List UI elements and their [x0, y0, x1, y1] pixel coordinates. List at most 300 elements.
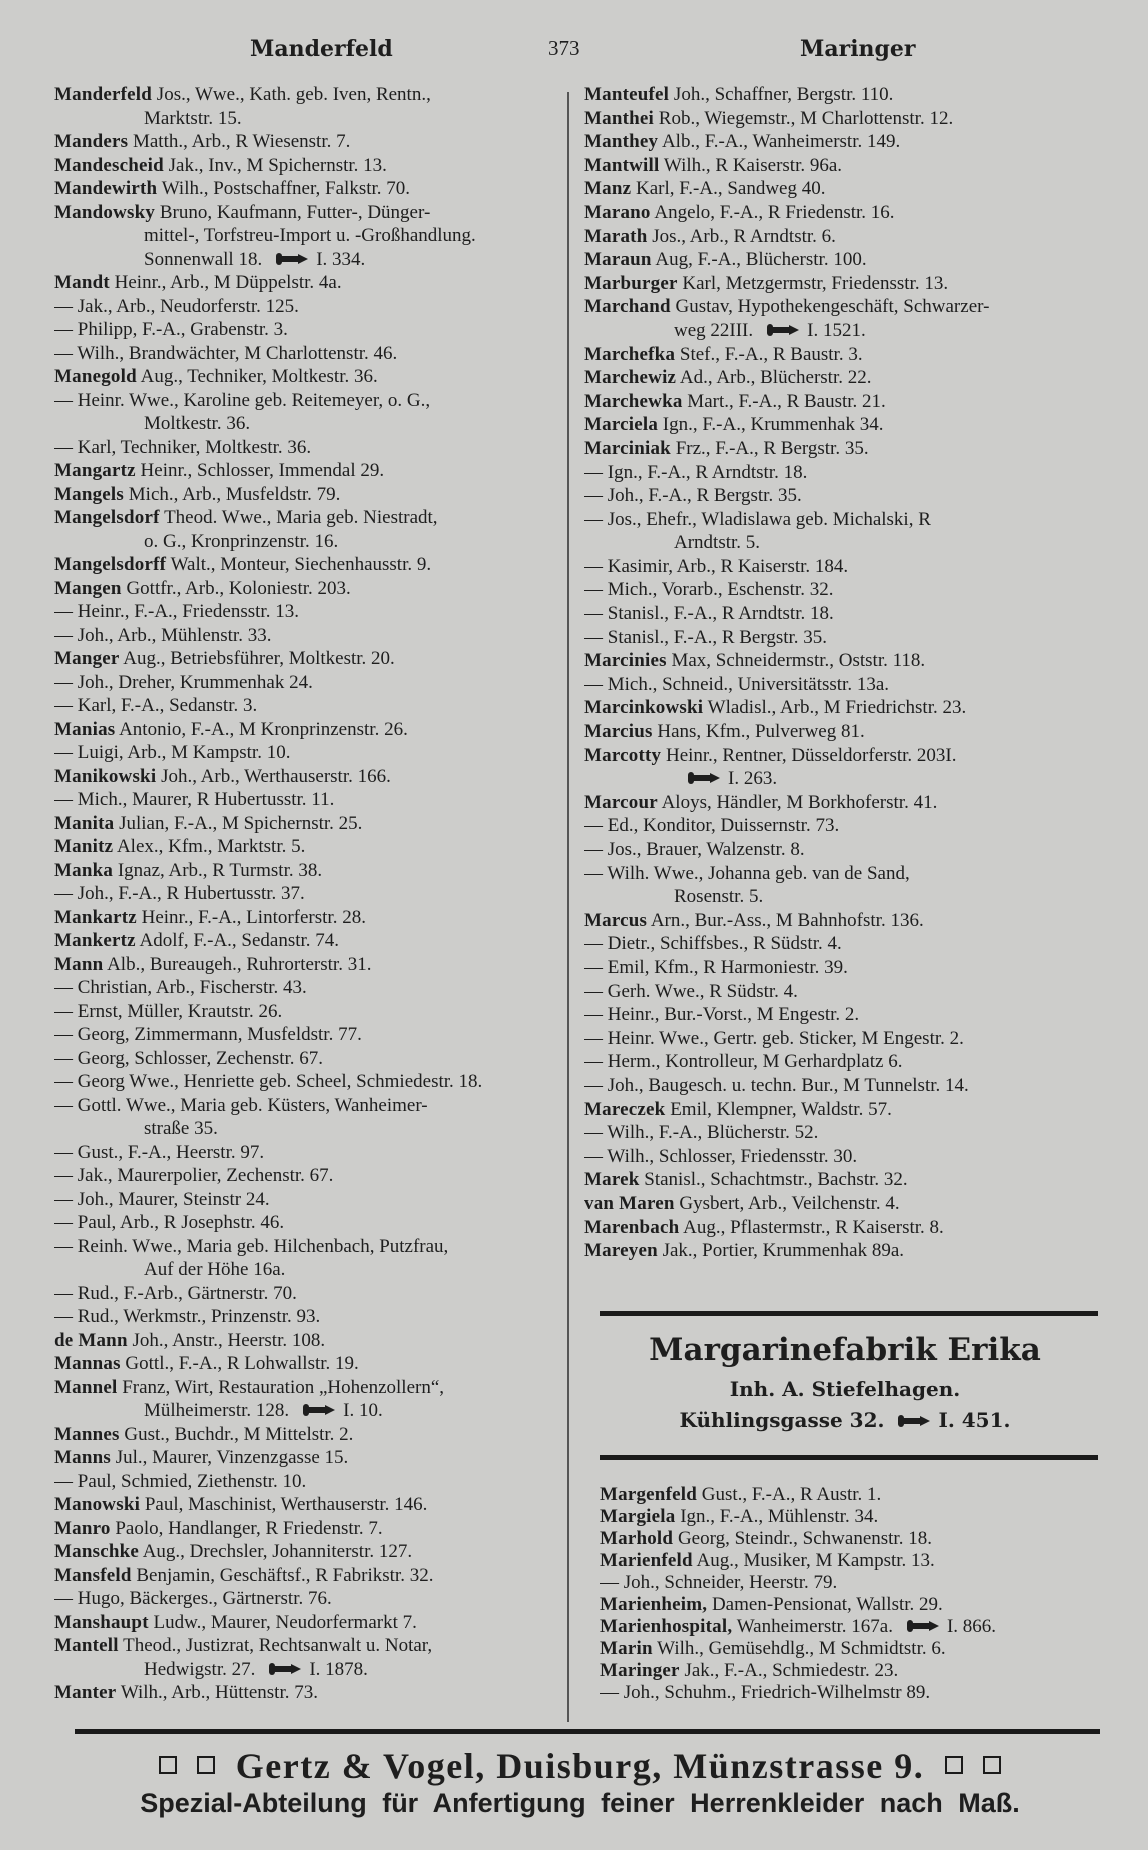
entry-continuation: Marktstr. 15.	[144, 107, 242, 129]
entry-details: Jak., Inv., M Spichernstr. 13.	[168, 154, 387, 176]
ditto-dash: —	[54, 1588, 73, 1609]
entry-details: Georg, Schlosser, Zechenstr. 67.	[77, 1047, 324, 1069]
directory-entry	[584, 1239, 1144, 1263]
directory-entry	[54, 976, 562, 1000]
directory-entry	[600, 1660, 1145, 1682]
entry-details: Bruno, Kaufmann, Futter-, Dünger-	[159, 201, 431, 223]
directory-entry	[54, 953, 562, 977]
ditto-dash: —	[54, 1306, 73, 1327]
entry-surname: Manz	[584, 178, 632, 200]
entry-surname: Manger	[54, 648, 120, 669]
entry-surname: Manthey	[584, 131, 659, 153]
entry-details: Joh., F.-A., R Hubertusstr. 37.	[77, 883, 305, 904]
ditto-dash: —	[54, 1094, 73, 1116]
entry-details: Ign., F.-A., Krummenhak 34.	[662, 414, 884, 436]
directory-entry	[54, 389, 562, 436]
entry-details: Frz., F.-A., R Bergstr. 35.	[675, 437, 869, 459]
directory-entry	[54, 671, 562, 695]
directory-entry	[584, 932, 1144, 956]
entry-details: Jak., Portier, Krummenhak 89a.	[662, 1240, 905, 1262]
ditto-dash: —	[584, 815, 603, 837]
entry-surname: Manowski	[54, 1494, 141, 1515]
square-ornament-icon	[159, 1756, 177, 1774]
entry-surname: Marchewiz	[584, 367, 677, 389]
ditto-dash: —	[584, 1004, 603, 1026]
entry-surname: Manshaupt	[54, 1611, 149, 1633]
directory-entry	[54, 1070, 562, 1094]
directory-entry	[54, 765, 562, 789]
entry-details: Georg, Steindr., Schwanenstr. 18.	[677, 1528, 932, 1549]
directory-entry	[54, 647, 562, 671]
entry-details: Karl, F.-A., Sedanstr. 3.	[77, 695, 258, 716]
directory-entry	[54, 1564, 562, 1588]
bottom-ad-headline	[50, 1745, 1110, 1787]
running-head-left: Manderfeld	[250, 36, 393, 62]
entry-details: Gysbert, Arb., Veilchenstr. 4.	[679, 1192, 900, 1214]
ditto-dash: —	[584, 1051, 603, 1073]
entry-details: Wilh., R Kaiserstr. 96a.	[663, 154, 843, 176]
entry-surname: Manteufel	[584, 84, 670, 105]
entry-surname: Mangelsdorff	[54, 554, 167, 575]
ditto-dash: —	[54, 1071, 73, 1092]
entry-details: Theod., Justizrat, Rechtsanwalt u. Notar,	[123, 1635, 433, 1656]
square-ornament-icon	[197, 1756, 215, 1774]
directory-entry	[584, 225, 1144, 249]
directory-entry	[584, 413, 1144, 437]
ditto-dash: —	[54, 1212, 73, 1233]
entry-details: Wanheimerstr. 167a.	[736, 1616, 893, 1637]
ditto-dash: —	[584, 673, 603, 695]
entry-details: Emil, Kfm., R Harmoniestr. 39.	[607, 956, 848, 978]
directory-entry	[584, 83, 1144, 107]
directory-entry	[584, 649, 1144, 673]
entry-surname: Mareczek	[584, 1098, 666, 1120]
directory-entry	[584, 838, 1144, 862]
square-ornament-icon	[945, 1756, 963, 1774]
entry-details: Rob., Wiegemstr., M Charlottenstr. 12.	[658, 107, 954, 129]
ditto-dash: —	[584, 1122, 603, 1144]
directory-entry	[54, 506, 562, 553]
directory-entry	[584, 201, 1144, 225]
entry-details: Wilh., Schlosser, Friedensstr. 30.	[607, 1145, 858, 1167]
directory-entry	[584, 343, 1144, 367]
entry-details: Paul, Arb., R Josephstr. 46.	[77, 1212, 285, 1233]
entry-surname: Marcinies	[584, 650, 667, 672]
entry-details: Jos., Ehefr., Wladislawa geb. Michalski, R	[607, 508, 931, 530]
ditto-dash: —	[54, 1024, 73, 1045]
directory-entry	[54, 177, 562, 201]
entry-surname: Maringer	[600, 1660, 680, 1681]
entry-surname: Manita	[54, 812, 115, 834]
entry-surname: Manias	[54, 718, 116, 740]
directory-entry	[54, 1141, 562, 1165]
running-head-right: Maringer	[800, 36, 916, 62]
directory-entry	[54, 788, 562, 812]
entry-details: Gottl. Wwe., Maria geb. Küsters, Wanheimer-	[77, 1094, 428, 1116]
directory-entry	[584, 956, 1144, 980]
entry-details: Damen-Pensionat, Wallstr. 29.	[711, 1594, 943, 1615]
entry-surname: Mandt	[54, 272, 110, 293]
directory-entry	[584, 107, 1144, 131]
entry-details: Karl, Metzgermstr, Friedensstr. 13.	[682, 272, 949, 294]
directory-entry	[54, 1634, 562, 1681]
directory-entry	[54, 1329, 562, 1353]
ditto-dash: —	[584, 956, 603, 978]
ditto-dash: —	[584, 626, 603, 648]
telephone-icon	[898, 1413, 932, 1429]
entry-details: Benjamin, Geschäftsf., R Fabrikstr. 32.	[136, 1564, 434, 1586]
directory-entry	[584, 862, 1144, 909]
entry-surname: Mannas	[54, 1353, 121, 1374]
entry-details: Heinr. Wwe., Karoline geb. Reitemeyer, o. G.,	[77, 389, 431, 411]
entry-surname: Manikowski	[54, 765, 157, 787]
phone-number: I. 1521.	[807, 319, 866, 341]
entry-details: Adolf, F.-A., Sedanstr. 74.	[139, 930, 340, 951]
entry-details: Aug, F.-A., Blücherstr. 100.	[655, 249, 867, 271]
directory-entry	[600, 1572, 1145, 1594]
directory-entry	[584, 1003, 1144, 1027]
ditto-dash: —	[54, 883, 73, 904]
entry-details: Joh., Dreher, Krummenhak 24.	[77, 671, 313, 693]
ditto-dash: —	[584, 980, 603, 1002]
directory-entry	[54, 1000, 562, 1024]
entry-surname: Marcour	[584, 791, 658, 813]
entry-details: Emil, Klempner, Waldstr. 57.	[670, 1098, 892, 1120]
directory-entry	[54, 1047, 562, 1071]
entry-details: Aug., Drechsler, Johanniterstr. 127.	[142, 1541, 413, 1562]
entry-surname: Mandescheid	[54, 154, 164, 176]
directory-entry	[54, 882, 562, 906]
entry-surname: Marienhospital,	[600, 1616, 733, 1637]
ad-rule-bottom	[600, 1455, 1098, 1460]
entry-details: Aloys, Händler, M Borkhoferstr. 41.	[661, 791, 938, 813]
ad-address-line	[590, 1408, 1100, 1432]
entry-details: Arn., Bur.-Ass., M Bahnhofstr. 136.	[650, 909, 924, 931]
directory-entry	[54, 859, 562, 883]
ditto-dash: —	[584, 579, 603, 601]
ad-title: Margarinefabrik Erika	[649, 1332, 1041, 1368]
ditto-dash: —	[584, 839, 603, 860]
entry-details: Heinr., F.-A., Lintorferstr. 28.	[141, 906, 366, 928]
entry-details: Mich., Vorarb., Eschenstr. 32.	[607, 579, 834, 601]
directory-entry	[584, 791, 1144, 815]
ditto-dash: —	[584, 862, 603, 884]
entry-surname: Marburger	[584, 272, 678, 294]
directory-entry	[54, 694, 562, 718]
entry-surname: Manders	[54, 131, 129, 152]
entry-surname: Marath	[584, 225, 648, 247]
page-number: 373	[548, 36, 580, 60]
directory-entry	[584, 508, 1144, 555]
entry-details: Wilh., Brandwächter, M Charlottenstr. 46.	[77, 342, 398, 364]
entry-details: Reinh. Wwe., Maria geb. Hilchenbach, Putzfrau,	[77, 1235, 449, 1257]
ditto-dash: —	[600, 1572, 619, 1593]
ditto-dash: —	[584, 603, 603, 625]
directory-entry	[54, 436, 562, 460]
bottom-ad-tagline: Spezial-Abteilung für Anfertigung feiner Herrenkleider nach Maß.	[140, 1788, 1020, 1818]
ad-phone: I. 451.	[938, 1408, 1011, 1432]
entry-details: Ad., Arb., Blücherstr. 22.	[679, 367, 872, 389]
ditto-dash: —	[584, 461, 603, 483]
entry-details: Joh., Anstr., Heerstr. 108.	[132, 1329, 326, 1351]
directory-entry	[600, 1682, 1145, 1704]
entry-details: Karl, Techniker, Moltkestr. 36.	[77, 436, 312, 458]
entry-details: Aug., Betriebsführer, Moltkestr. 20.	[123, 648, 395, 669]
entry-details: Wilh., Postschaffner, Falkstr. 70.	[161, 178, 411, 199]
directory-entry	[54, 1517, 562, 1541]
entry-details: Jak., Arb., Neudorferstr. 125.	[77, 295, 299, 317]
directory-entry	[584, 484, 1144, 508]
entry-details: Stanisl., F.-A., R Arndtstr. 18.	[607, 603, 834, 625]
entry-details: Jak., F.-A., Schmiedestr. 23.	[684, 1660, 899, 1681]
entry-details: Gust., F.-A., Heerstr. 97.	[77, 1141, 265, 1163]
entry-details: Joh., Arb., Mühlenstr. 33.	[77, 624, 272, 646]
entry-details: Ludw., Maurer, Neudorfermarkt 7.	[153, 1611, 417, 1633]
telephone-icon	[767, 322, 801, 338]
directory-entry	[54, 1540, 562, 1564]
directory-entry	[54, 1423, 562, 1447]
entry-details: Mart., F.-A., R Baustr. 21.	[687, 390, 886, 412]
entry-details: Alb., F.-A., Wanheimerstr. 149.	[661, 131, 901, 153]
directory-entry	[54, 1023, 562, 1047]
directory-entry	[54, 624, 562, 648]
directory-entry	[584, 295, 1144, 342]
entry-surname: Marin	[600, 1638, 653, 1659]
directory-entry	[54, 318, 562, 342]
ditto-dash: —	[584, 1027, 603, 1049]
directory-entry	[54, 1470, 562, 1494]
directory-entry	[54, 1282, 562, 1306]
directory-entry	[600, 1528, 1145, 1550]
entry-details: Joh., Baugesch. u. techn. Bur., M Tunnelstr. 14.	[607, 1074, 969, 1096]
entry-details: Heinr., F.-A., Friedensstr. 13.	[77, 601, 299, 622]
directory-entry	[54, 1164, 562, 1188]
entry-surname: Manter	[54, 1682, 117, 1703]
entry-details: Ign., F.-A., Mühlenstr. 34.	[680, 1506, 879, 1527]
entry-details: Jos., Arb., R Arndtstr. 6.	[652, 225, 836, 247]
directory-entry	[584, 673, 1144, 697]
entry-surname: Mareyen	[584, 1240, 658, 1262]
entry-details: Wilh., Gemüsehdlg., M Schmidtstr. 6.	[657, 1638, 946, 1659]
entry-surname: Mangen	[54, 577, 122, 599]
entry-continuation: straße 35.	[144, 1118, 218, 1139]
phone-number: I. 10.	[343, 1400, 383, 1421]
entry-details: Gerh. Wwe., R Südstr. 4.	[607, 980, 798, 1002]
directory-entry	[600, 1484, 1145, 1506]
entry-details: Georg, Zimmermann, Musfeldstr. 77.	[77, 1024, 362, 1045]
left-column	[54, 83, 562, 1705]
entry-continuation: Sonnenwall 18.	[144, 248, 263, 270]
entry-surname: Mansfeld	[54, 1564, 132, 1586]
directory-entry	[584, 1145, 1144, 1169]
entry-details: Hugo, Bäckerges., Gärtnerstr. 76.	[77, 1588, 332, 1609]
entry-details: Aug., Musiker, M Kampstr. 13.	[696, 1550, 935, 1571]
ditto-dash: —	[54, 601, 73, 622]
entry-details: Luigi, Arb., M Kampstr. 10.	[77, 742, 291, 763]
entry-surname: Marciela	[584, 414, 659, 436]
entry-surname: Mannes	[54, 1423, 120, 1445]
entry-details: Max, Schneidermstr., Oststr. 118.	[671, 650, 926, 672]
directory-entry	[584, 1121, 1144, 1145]
entry-details: Walt., Monteur, Siechenhausstr. 9.	[170, 554, 432, 575]
bottom-ad-company: Gertz & Vogel, Duisburg, Münzstrasse 9.	[235, 1746, 925, 1786]
entry-surname: Manschke	[54, 1541, 139, 1562]
ditto-dash: —	[54, 671, 73, 693]
entry-details: Joh., Arb., Werthauserstr. 166.	[161, 765, 391, 787]
directory-entry	[584, 1216, 1144, 1240]
entry-surname: Manegold	[54, 366, 137, 387]
directory-entry	[54, 483, 562, 507]
directory-entry	[54, 906, 562, 930]
entry-details: Jul., Maurer, Vinzenzgasse 15.	[115, 1447, 349, 1468]
entry-details: Philipp, F.-A., Grabenstr. 3.	[77, 319, 288, 340]
entry-surname: Mannel	[54, 1376, 118, 1398]
directory-entry	[584, 272, 1144, 296]
directory-entry	[600, 1594, 1145, 1616]
entry-details: Joh., F.-A., R Bergstr. 35.	[607, 485, 802, 507]
telephone-icon	[907, 1618, 941, 1634]
directory-entry	[54, 577, 562, 601]
entry-surname: Mann	[54, 953, 104, 975]
entry-continuation: Hedwigstr. 27.	[144, 1658, 256, 1680]
entry-surname: Marchewka	[584, 390, 683, 412]
entry-surname: Margiela	[600, 1506, 676, 1527]
entry-continuation: weg 22III.	[674, 319, 754, 341]
entry-surname: Margenfeld	[600, 1484, 697, 1505]
entry-details: Rud., F.-Arb., Gärtnerstr. 70.	[77, 1282, 297, 1304]
directory-entry	[54, 812, 562, 836]
ditto-dash: —	[584, 485, 603, 507]
entry-details: Wilh., F.-A., Blücherstr. 52.	[607, 1122, 819, 1144]
directory-entry	[584, 177, 1144, 201]
entry-details: Herm., Kontrolleur, M Gerhardplatz 6.	[607, 1051, 903, 1073]
entry-details: Christian, Arb., Fischerstr. 43.	[77, 977, 307, 998]
entry-details: Wilh., Arb., Hüttenstr. 73.	[120, 1682, 318, 1703]
entry-details: Jos., Wwe., Kath. geb. Iven, Rentn.,	[156, 84, 431, 105]
directory-entry	[54, 1376, 562, 1423]
directory-entry	[54, 201, 562, 272]
entry-surname: Marienfeld	[600, 1550, 693, 1571]
entry-details: Alex., Kfm., Marktstr. 5.	[116, 836, 306, 857]
entry-details: Ed., Konditor, Duissernstr. 73.	[607, 815, 840, 837]
directory-entry	[54, 1188, 562, 1212]
ditto-dash: —	[54, 295, 73, 317]
ad-owner: Inh. A. Stiefelhagen.	[729, 1377, 961, 1401]
directory-entry	[54, 1611, 562, 1635]
entry-surname: Mangelsdorf	[54, 507, 160, 528]
directory-entry	[584, 578, 1144, 602]
entry-details: Gust., Buchdr., M Mittelstr. 2.	[124, 1423, 354, 1445]
entry-continuation: mittel-, Torfstreu-Import u. -Großhandlung.	[144, 225, 476, 246]
phone-number: I. 866.	[946, 1616, 997, 1637]
square-ornament-icon	[983, 1756, 1001, 1774]
directory-entry	[54, 83, 562, 130]
entry-surname: Mankartz	[54, 906, 137, 928]
entry-continuation: Rosenstr. 5.	[674, 886, 764, 908]
entry-continuation: Moltkestr. 36.	[144, 413, 251, 434]
directory-entry	[584, 602, 1144, 626]
right-column-top	[584, 83, 1144, 1263]
entry-details: Gottfr., Arb., Koloniestr. 203.	[126, 577, 351, 599]
entry-surname: Manitz	[54, 836, 114, 857]
directory-entry	[54, 1235, 562, 1282]
directory-entry	[54, 1352, 562, 1376]
ditto-dash: —	[54, 1165, 73, 1186]
directory-entry	[54, 600, 562, 624]
entry-surname: Marcinkowski	[584, 697, 704, 719]
entry-details: Heinr. Wwe., Gertr. geb. Sticker, M Engestr. 2.	[607, 1027, 964, 1049]
entry-surname: Marcus	[584, 909, 648, 931]
directory-entry	[54, 459, 562, 483]
directory-entry	[54, 1211, 562, 1235]
entry-details: Jak., Maurerpolier, Zechenstr. 67.	[77, 1165, 334, 1186]
entry-details: Ignaz, Arb., R Turmstr. 38.	[117, 859, 323, 881]
entry-details: Gottl., F.-A., R Lohwallstr. 19.	[125, 1353, 359, 1374]
telephone-icon	[269, 1661, 303, 1677]
directory-entry	[54, 1446, 562, 1470]
ditto-dash: —	[54, 319, 73, 340]
entry-surname: Mangartz	[54, 460, 136, 481]
entry-continuation: Arndtstr. 5.	[674, 532, 761, 554]
directory-entry	[584, 248, 1144, 272]
entry-details: Jos., Brauer, Walzenstr. 8.	[607, 839, 805, 860]
directory-entry	[584, 1050, 1144, 1074]
ad-rule-top	[600, 1311, 1098, 1316]
directory-entry	[54, 130, 562, 154]
entry-details: Gustav, Hypothekengeschäft, Schwarzer-	[675, 296, 990, 318]
entry-details: Hans, Kfm., Pulverweg 81.	[657, 721, 865, 743]
directory-entry	[584, 366, 1144, 390]
phone-number: I. 263.	[728, 768, 778, 790]
entry-surname: Marcius	[584, 721, 653, 743]
entry-surname: Marek	[584, 1169, 640, 1191]
directory-entry	[600, 1506, 1145, 1528]
ditto-dash: —	[584, 508, 603, 530]
entry-details: Aug., Pflastermstr., R Kaiserstr. 8.	[683, 1216, 944, 1238]
directory-entry	[584, 1027, 1144, 1051]
ditto-dash: —	[54, 1188, 73, 1210]
ditto-dash: —	[584, 555, 603, 577]
directory-entry	[600, 1550, 1145, 1572]
entry-surname: Maraun	[584, 249, 652, 271]
directory-entry	[54, 1094, 562, 1141]
entry-surname: Marenbach	[584, 1216, 680, 1238]
directory-entry	[54, 154, 562, 178]
entry-details: Mich., Schneid., Universitätsstr. 13a.	[607, 673, 890, 695]
entry-continuation: Mülheimerstr. 128.	[144, 1400, 290, 1421]
entry-details: Theod. Wwe., Maria geb. Niestradt,	[164, 507, 438, 528]
directory-entry	[584, 555, 1144, 579]
directory-entry	[584, 909, 1144, 933]
entry-details: Wilh. Wwe., Johanna geb. van de Sand,	[607, 862, 910, 884]
bottom-ad-rule	[75, 1729, 1100, 1734]
entry-details: Kasimir, Arb., R Kaiserstr. 184.	[607, 555, 849, 577]
entry-continuation: o. G., Kronprinzenstr. 16.	[144, 530, 339, 552]
entry-details: Stanisl., Schachtmstr., Bachstr. 32.	[644, 1169, 908, 1191]
entry-surname: Mandowsky	[54, 201, 156, 223]
entry-details: Dietr., Schiffsbes., R Südstr. 4.	[607, 933, 842, 955]
entry-surname: Marciniak	[584, 437, 671, 459]
entry-surname: Mantell	[54, 1635, 119, 1656]
entry-details: Paul, Maschinist, Werthauserstr. 146.	[144, 1494, 428, 1515]
ditto-dash: —	[54, 789, 73, 810]
ditto-dash: —	[54, 695, 73, 716]
entry-surname: Manderfeld	[54, 84, 153, 105]
directory-entry	[54, 271, 562, 295]
entry-details: Heinr., Arb., M Düppelstr. 4a.	[114, 272, 342, 293]
telephone-icon	[303, 1402, 337, 1418]
right-column-bottom	[600, 1484, 1145, 1704]
